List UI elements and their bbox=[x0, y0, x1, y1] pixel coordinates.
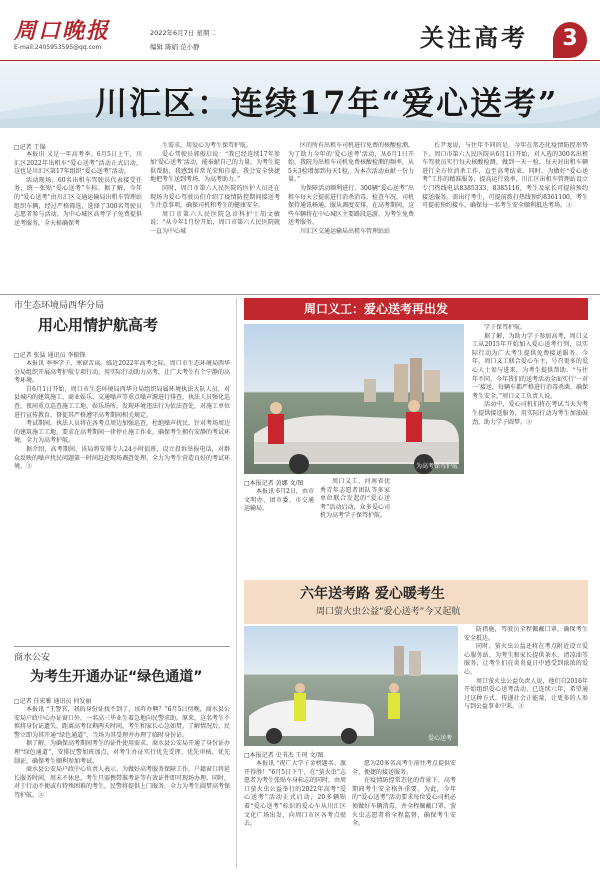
paragraph: 本报讯 “王警官，我的身份证找不到了，该咋办啊？”6月5日傍晚，商水县公安局户政中心办证窗口外，一名高三毕业生着急地向民警求助。原来，这名考生不慎将身份证遗失，距离高考仅剩两天时间，考生和家长心急如焚。了解情况后，民警立即为其开通“绿色通道”，当场为其受理并办理了临时身份证。 bbox=[14, 706, 230, 739]
paragraph: 本报讯 6月2日，由市文明办、团市委、市交通运输局、 bbox=[244, 488, 314, 513]
paragraph: 生需求，用爱心为考生保驾护航。 bbox=[162, 142, 253, 149]
section-divider bbox=[14, 646, 230, 647]
article5-column-1 bbox=[244, 760, 346, 882]
photo-volunteers-cars bbox=[244, 626, 458, 746]
issue-date: 2022年6月7日 星期二 bbox=[150, 29, 216, 37]
paragraph: 周口市第六人民医院急诊科护士胡文敏说：“从今年1月份开始，周口市第六人民医院就一直为中心城 bbox=[150, 210, 280, 235]
article5-column-2 bbox=[352, 760, 456, 882]
page-number-badge: 3 bbox=[553, 22, 587, 58]
article2-body bbox=[14, 360, 230, 642]
lead-column-2 bbox=[150, 142, 280, 292]
paragraph: 据介绍，高考期间，该局将安排专人24小时值班，设立投诉举报电话，对群众反映的噪声扰民问题第一时间赶赴现场调查处理，全力为考生营造良好的考试环境。③ bbox=[14, 445, 230, 471]
article4-byline: □本报记者 黄娜 文/图 bbox=[244, 480, 304, 487]
column-divider bbox=[236, 298, 237, 868]
section-divider bbox=[0, 294, 600, 295]
article5-photo bbox=[244, 626, 458, 746]
paragraph: 为保障活动顺利进行，300辆“爱心送考”出租车每天会提前进行消杀消毒，检查车况，司机保持通讯畅通，服从调度安排。在高考期间，这些车辆将在中心城区主要路段巡游，为考生免费送考服务。 bbox=[288, 184, 414, 227]
article4-column-1 bbox=[244, 488, 314, 578]
page-editor: 编辑 陈娟 范小静 bbox=[150, 43, 200, 51]
masthead-logo: 周口晚报 bbox=[14, 18, 111, 44]
paragraph: 自6月1日开始，周口市生态环境局西华分局组织局属环境执法大队人员，对县城内的建筑施工、商业娱乐、交通噪声等重点噪声源进行排查，执法人员强化巡查，夜间重点巡查施工工地、娱乐场所，发现环境违法行为依法查处，对施工单位进行宣传教育，督促其严格遵守高考期间相关规定。 bbox=[14, 385, 230, 419]
article3-kicker: 商水公安 bbox=[14, 653, 51, 663]
lead-byline: □记者 王锦 bbox=[14, 144, 46, 151]
article2-title: 用心用情护航高考 bbox=[38, 316, 159, 334]
article4-column-3 bbox=[472, 324, 588, 578]
article4-column-2 bbox=[320, 478, 390, 578]
article4-photo bbox=[244, 324, 464, 474]
contact-email: E-mail:2405953595@qq.com bbox=[14, 44, 102, 51]
paragraph: 活动中，爱心司机们将在考试当天为考生提供接送服务，用实际行动为考生加油鼓劲，助力学子圆梦。③ bbox=[472, 401, 588, 426]
paragraph: 周口义工、河南省优秀青年志愿者团队等多家单位联合发起的“爱心送考”活动启动，众多爱心司机为高考学子保驾护航。 bbox=[320, 478, 390, 520]
photo-caption: 为高考保驾护航 bbox=[415, 463, 458, 470]
article4-banner: 周口义工：爱心送考再出发 bbox=[244, 298, 588, 320]
paragraph: 在疫情防控常态化的背景下，高考期间考生安全格外重要。为此，今年的“爱心送考”活动要求每位爱心司机必须做好车辆消毒，并全程佩戴口罩，萤火虫志愿者将全程监督，确保考生安全。 bbox=[352, 777, 456, 828]
paragraph: 据了解，为确保高考期间考生的证件使用需求，商水县公安局开通了身份证办理“绿色通道”，安排民警加班加点，对考生办证实行优先受理、优先审核、优先制证，确保考生顺利参加考试。 bbox=[14, 740, 230, 765]
paragraph: 川汇区交通运输局出租车管理站站 bbox=[300, 227, 391, 235]
photo-volunteers-car bbox=[244, 324, 464, 474]
paragraph: 学子保驾护航。 bbox=[484, 324, 527, 331]
header-rule bbox=[0, 60, 600, 61]
article3-body bbox=[14, 706, 230, 882]
lead-column-4 bbox=[422, 142, 588, 292]
paragraph: 周口萤火虫公益负责人说，他们自2016年开始组织爱心送考活动，已连续六年，希望通过这种方式，传递社会正能量，让更多的人参与到公益事业中来。③ bbox=[464, 677, 588, 711]
paragraph: 本报讯 “祝广大学子金榜题名、旗开得胜！”6月5日下午，在“萤火虫”志愿者为考生张贴车身标志的同时，由周口萤火虫公益举行的2022年高考“爱心送考”活动正式启动，20多辆贴着“爱心送考”标识的爱心车从川汇区文化广场出发，向周口市区各考点驶去。 bbox=[244, 760, 346, 828]
paragraph: 同时，萤火虫公益还将在考点附近设立爱心服务站，为考生和家长提供茶水、清凉油等服务，让考生们在炎炎夏日中感受到浓浓的爱心。 bbox=[464, 643, 588, 676]
photo-caption: 爱心送考 bbox=[427, 735, 452, 742]
article2-byline: □记者 张猛 通讯员 李振锋 bbox=[14, 352, 86, 359]
article3-title: 为考生开通办证“绿色通道” bbox=[30, 669, 203, 685]
article5-byline: □本报记者 史书杰 王珂 文/图 bbox=[244, 752, 324, 759]
paragraph: 愿为20多名高考生前往考点提供安全、便捷的接送服务。 bbox=[352, 760, 456, 776]
lead-column-3 bbox=[288, 142, 414, 292]
paragraph: 防措施，驾驶员全程佩戴口罩，确保考生安全抵达。 bbox=[464, 626, 588, 642]
paragraph: 同时，周口市第六人民医院的医护人员还在现场为爱心驾驶员们介绍了疫情防控期间接送考生注意事项，确保司机和考生的健康安全。 bbox=[150, 184, 280, 210]
paragraph: 考试期间，执法人员将在各考点周边加强巡查，杜绝噪声扰民，针对考场周边的建筑施工工地，要求在高考期间一律停止施工作业，确保考生拥有安静的考试环境，全力为高考护航。 bbox=[14, 420, 230, 445]
article5-subtitle: 周口萤火虫公益“爱心送考”今又起航 bbox=[316, 607, 461, 617]
lead-column-1 bbox=[14, 151, 142, 291]
paragraph: 商水县公安局户政中心负责人表示，为做好高考服务保障工作，户籍窗口将延长服务时间，周末不休息，考生只需携带准考证等有效证件即可现场办理。同时，对于行动不便或有特殊困难的考生，民警将提供上门服务，全力为考生圆梦高考保驾护航。③ bbox=[14, 766, 230, 799]
paragraph: 活动现场，60名出租车驾驶员代表接受任务，统一张贴“爱心送考”车标。据了解，今年的“爱心送考”由川汇区交通运输局出租车管理站组织车辆，经过严格筛选，选择了300名驾驶员志愿者参与活动，为中心城区高考学子免费提供送考服务，全天候确保考 bbox=[14, 176, 142, 227]
paragraph: 据了解，为助力学子参加高考，周口义工从2015年开始加入爱心送考行列，以实际行动为广大考生提供免费接送服务。今年，周口义工联合爱心车主，号召更多的爱心人士参与进来，为考生提供帮助。“与往年不同，今年我们的送考活动全面实行‘一对一’接送，每辆车都严格进行消毒杀菌，确保考生安全。”周口义工负责人说。 bbox=[472, 332, 588, 400]
article2-kicker: 市生态环境局西华分局 bbox=[14, 301, 105, 311]
article5-title: 六年送考路 爱心暖考生 bbox=[300, 586, 445, 602]
lead-headline: 川汇区：连续17年“爱心送考” bbox=[95, 84, 559, 122]
paragraph: 长尹龙说，与往年不同的是，今年在常态化疫情防控形势下，周口市第六人民医院从6月1日开始，对入选的300名出租车驾驶员实行每天核酸检测，做到一天一检，每天对出租车辆进行全方位消杀工作，直至高考结束。同时，为做好“爱心送考”工作的精准服务，提高运行效率，川汇区出租车管理站设立专门热线电话8385333、8385116，考生及家长可提前预约接送服务。需出行考生，可提前拨打热线预约8361100，考生可提前预约接车，确保每一名考生安全顺利抵达考场。③ bbox=[422, 142, 588, 210]
article5-column-3 bbox=[464, 626, 588, 882]
paragraph: 本报讯 又是一年高考季。6月5日上午，川汇区2022年出租车“爱心送考”活动正式启动，这也是川汇区第17年组织“爱心送考”活动。 bbox=[14, 151, 142, 176]
paragraph: 爱心驾驶员郭俊启说：“我已经连续17年参加‘爱心送考’活动，能奉献自己的力量，为考生提供帮助，我感到非常光荣和自豪。我会安全快捷地把考生送到考场，为高考助力。” bbox=[150, 150, 280, 184]
section-title: 关注高考 bbox=[420, 23, 528, 52]
paragraph: 本报讯 季季学子，寒窗苦读。临近2022年高考之际，周口市生态环境局西华分局组织开展高考护航专项行动，用实际行动助力高考，让广大考生有个宁静的高考环境。 bbox=[14, 360, 230, 385]
article3-byline: □记者 任宏雅 通讯员 何发丽 bbox=[14, 698, 92, 705]
paragraph: 区的所有出租车司机进行免费的核酸检测，为了助力今年的‘爱心送考’活动，从6月1日开始，我院为出租车司机免费核酸检测的频率，从5天3检增加到每天1检，为本次活动贡献一份力量。” bbox=[288, 142, 414, 184]
